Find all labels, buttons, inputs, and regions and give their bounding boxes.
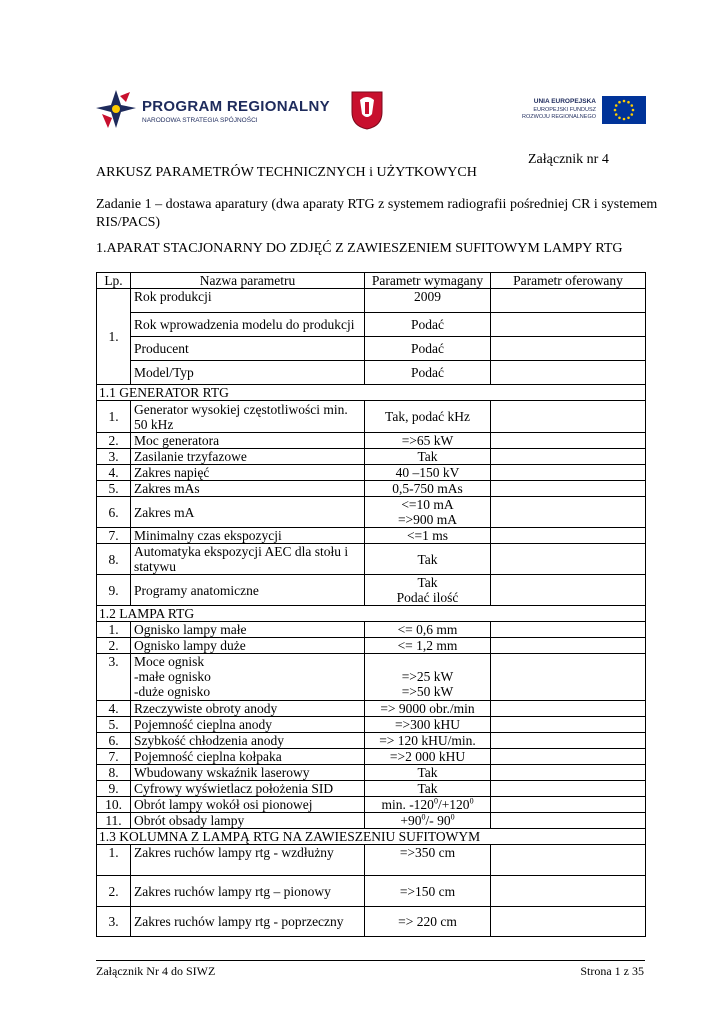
param-name: Zakres napięć	[131, 465, 365, 481]
name-line: -małe ognisko	[134, 669, 211, 684]
row-lp: 7.	[97, 749, 131, 765]
value-line: =>900 mA	[397, 512, 458, 527]
param-offered[interactable]	[491, 765, 646, 781]
header-offered: Parametr oferowany	[491, 273, 646, 289]
param-name: Zakres ruchów lampy rtg - wzdłużny	[131, 845, 365, 876]
param-name: Pojemność cieplna anody	[131, 717, 365, 733]
regional-crest-icon	[350, 90, 384, 130]
table-row	[97, 528, 646, 544]
param-required: <= 1,2 mm	[365, 638, 491, 654]
param-offered[interactable]	[491, 575, 646, 606]
param-name: Generator wysokiej częstotliwości min. 50 kHz	[131, 401, 365, 433]
param-name	[131, 654, 365, 701]
value-part: /- 90	[425, 813, 451, 828]
table-row	[97, 749, 646, 765]
param-required: =>350 cm	[365, 845, 491, 876]
header-lp: Lp.	[97, 273, 131, 289]
section-row	[97, 829, 646, 845]
param-offered[interactable]	[491, 749, 646, 765]
param-offered[interactable]	[491, 465, 646, 481]
row-lp: 1.	[97, 622, 131, 638]
eu-logo	[516, 96, 646, 126]
table-row	[97, 337, 646, 361]
table-row	[97, 465, 646, 481]
param-required: =>65 kW	[365, 433, 491, 449]
param-offered[interactable]	[491, 797, 646, 813]
annex-label: Załącznik nr 4	[528, 152, 609, 167]
table-row	[97, 401, 646, 433]
parameters-table	[96, 272, 646, 937]
param-required: =>300 kHU	[365, 717, 491, 733]
param-offered[interactable]	[491, 907, 646, 937]
param-name: Wbudowany wskaźnik laserowy	[131, 765, 365, 781]
row-lp: 3.	[97, 654, 131, 701]
param-name: Zakres mAs	[131, 481, 365, 497]
table-row	[97, 638, 646, 654]
row-lp: 1.	[97, 401, 131, 433]
row-lp: 9.	[97, 575, 131, 606]
row-lp: 1.	[97, 845, 131, 876]
degree-sup: 0	[450, 812, 455, 822]
param-name: Programy anatomiczne	[131, 575, 365, 606]
param-offered[interactable]	[491, 481, 646, 497]
table-row	[97, 433, 646, 449]
param-required: => 120 kHU/min.	[365, 733, 491, 749]
value-line: Podać ilość	[396, 590, 459, 605]
section-heading: 1.APARAT STACJONARNY DO ZDJĘĆ Z ZAWIESZENIEM SUFITOWYM LAMPY RTG	[96, 241, 623, 256]
table-row	[97, 797, 646, 813]
section-row	[97, 606, 646, 622]
program-regionalny-logo	[96, 86, 330, 134]
footer-left: Załącznik Nr 4 do SIWZ	[96, 964, 216, 978]
eu-line3: ROZWOJU REGIONALNEGO	[522, 114, 596, 120]
param-offered[interactable]	[491, 701, 646, 717]
degree-sup: 0	[433, 796, 438, 806]
param-name: Producent	[131, 337, 365, 361]
param-name: Minimalny czas ekspozycji	[131, 528, 365, 544]
param-required	[365, 497, 491, 528]
param-name: Zakres ruchów lampy rtg - poprzeczny	[131, 907, 365, 937]
param-offered[interactable]	[491, 813, 646, 829]
footer-divider	[96, 960, 645, 961]
param-name: Moc generatora	[131, 433, 365, 449]
param-required	[365, 575, 491, 606]
row-lp: 8.	[97, 544, 131, 575]
table-row	[97, 765, 646, 781]
param-required	[365, 797, 491, 813]
param-offered[interactable]	[491, 733, 646, 749]
param-required: Podać	[365, 313, 491, 337]
param-name: Rok wprowadzenia modelu do produkcji	[131, 313, 365, 337]
table-row	[97, 497, 646, 528]
value-line: =>25 kW	[401, 669, 454, 684]
param-name: Cyfrowy wyświetlacz położenia SID	[131, 781, 365, 797]
param-required: Podać	[365, 337, 491, 361]
task-line-1: Zadanie 1 – dostawa aparatury (dwa aparaty RTG z systemem radiografii pośredniej CR i systemem	[96, 197, 658, 212]
param-offered[interactable]	[491, 845, 646, 876]
value-line: =>50 kW	[401, 684, 454, 699]
degree-sup: 0	[421, 812, 426, 822]
row-lp: 9.	[97, 781, 131, 797]
table-row	[97, 845, 646, 876]
param-name: Rzeczywiste obroty anody	[131, 701, 365, 717]
param-required: <= 0,6 mm	[365, 622, 491, 638]
value-part: min. -120	[381, 797, 434, 812]
row-lp: 3.	[97, 907, 131, 937]
value-part: +90	[400, 813, 422, 828]
value-line: <=10 mA	[401, 497, 454, 512]
row-lp: 2.	[97, 433, 131, 449]
param-offered[interactable]	[491, 289, 646, 313]
task-line-2: RIS/PACS)	[96, 215, 161, 230]
table-row	[97, 361, 646, 385]
section-title: 1.3 KOLUMNA Z LAMPĄ RTG NA ZAWIESZENIU SUFITOWYM	[97, 829, 646, 845]
param-offered[interactable]	[491, 528, 646, 544]
param-required: => 220 cm	[365, 907, 491, 937]
name-line: Moce ognisk	[134, 654, 205, 669]
row-lp: 4.	[97, 465, 131, 481]
param-name: Pojemność cieplna kołpaka	[131, 749, 365, 765]
param-offered[interactable]	[491, 638, 646, 654]
param-offered[interactable]	[491, 781, 646, 797]
row-lp: 5.	[97, 717, 131, 733]
table-row	[97, 622, 646, 638]
table-row	[97, 813, 646, 829]
group-lp: 1.	[97, 289, 131, 385]
param-required	[365, 813, 491, 829]
param-offered[interactable]	[491, 622, 646, 638]
param-offered[interactable]	[491, 449, 646, 465]
row-lp: 3.	[97, 449, 131, 465]
param-required: <=1 ms	[365, 528, 491, 544]
row-lp: 7.	[97, 528, 131, 544]
table-row	[97, 876, 646, 907]
table-row	[97, 733, 646, 749]
table-row	[97, 289, 646, 313]
row-lp: 2.	[97, 638, 131, 654]
table-row	[97, 701, 646, 717]
header-required: Parametr wymagany	[365, 273, 491, 289]
row-lp: 2.	[97, 876, 131, 907]
param-name: Zakres mA	[131, 497, 365, 528]
param-offered[interactable]	[491, 313, 646, 337]
param-required: Tak	[365, 449, 491, 465]
param-name: Zakres ruchów lampy rtg – pionowy	[131, 876, 365, 907]
table-row	[97, 717, 646, 733]
row-lp: 6.	[97, 733, 131, 749]
param-name: Automatyka ekspozycji AEC dla stołu i statywu	[131, 544, 365, 575]
row-lp: 4.	[97, 701, 131, 717]
value-line: Tak	[417, 575, 438, 590]
param-required: Tak	[365, 544, 491, 575]
param-required: => 9000 obr./min	[365, 701, 491, 717]
row-lp: 8.	[97, 765, 131, 781]
table-row	[97, 449, 646, 465]
value-part: /+120	[437, 797, 470, 812]
param-offered[interactable]	[491, 361, 646, 385]
param-name: Obrót lampy wokół osi pionowej	[131, 797, 365, 813]
page-header	[96, 86, 646, 136]
param-offered[interactable]	[491, 337, 646, 361]
param-required: Tak	[365, 765, 491, 781]
table-header-row	[97, 273, 646, 289]
param-required	[365, 654, 491, 701]
table-row	[97, 313, 646, 337]
name-line: -duże ognisko	[134, 684, 211, 699]
param-offered[interactable]	[491, 544, 646, 575]
param-offered[interactable]	[491, 654, 646, 701]
table-row	[97, 481, 646, 497]
row-lp: 10.	[97, 797, 131, 813]
degree-sup: 0	[469, 796, 474, 806]
param-required: 40 –150 kV	[365, 465, 491, 481]
logo-title: PROGRAM REGIONALNY	[142, 98, 330, 115]
param-required: =>150 cm	[365, 876, 491, 907]
param-name: Ognisko lampy duże	[131, 638, 365, 654]
logo-subtitle: NARODOWA STRATEGIA SPÓJNOŚCI	[142, 117, 258, 124]
row-lp: 6.	[97, 497, 131, 528]
param-name: Ognisko lampy małe	[131, 622, 365, 638]
header-name: Nazwa parametru	[131, 273, 365, 289]
eu-line1: UNIA EUROPEJSKA	[533, 98, 596, 105]
param-required: Podać	[365, 361, 491, 385]
section-title: 1.1 GENERATOR RTG	[97, 385, 646, 401]
table-row	[97, 907, 646, 937]
param-offered[interactable]	[491, 433, 646, 449]
star-logo-icon	[96, 88, 136, 130]
param-offered[interactable]	[491, 497, 646, 528]
eu-flag-icon	[602, 96, 646, 124]
table-row	[97, 654, 646, 701]
param-name: Rok produkcji	[131, 289, 365, 313]
eu-line2: EUROPEJSKI FUNDUSZ	[533, 106, 596, 113]
section-title: 1.2 LAMPA RTG	[97, 606, 646, 622]
param-name: Zasilanie trzyfazowe	[131, 449, 365, 465]
document-title: ARKUSZ PARAMETRÓW TECHNICZNYCH i UŻYTKOWYCH	[96, 165, 477, 180]
param-offered[interactable]	[491, 401, 646, 433]
footer-page-number: Strona 1 z 35	[580, 964, 644, 978]
row-lp: 5.	[97, 481, 131, 497]
param-required: 2009	[365, 289, 491, 313]
param-required: =>2 000 kHU	[365, 749, 491, 765]
table-row	[97, 781, 646, 797]
param-required: Tak, podać kHz	[365, 401, 491, 433]
table-row	[97, 575, 646, 606]
table-row	[97, 544, 646, 575]
section-row	[97, 385, 646, 401]
param-name: Obrót obsady lampy	[131, 813, 365, 829]
param-name: Model/Typ	[131, 361, 365, 385]
param-name: Szybkość chłodzenia anody	[131, 733, 365, 749]
param-offered[interactable]	[491, 876, 646, 907]
row-lp: 11.	[97, 813, 131, 829]
param-required: 0,5-750 mAs	[365, 481, 491, 497]
param-offered[interactable]	[491, 717, 646, 733]
param-required: Tak	[365, 781, 491, 797]
